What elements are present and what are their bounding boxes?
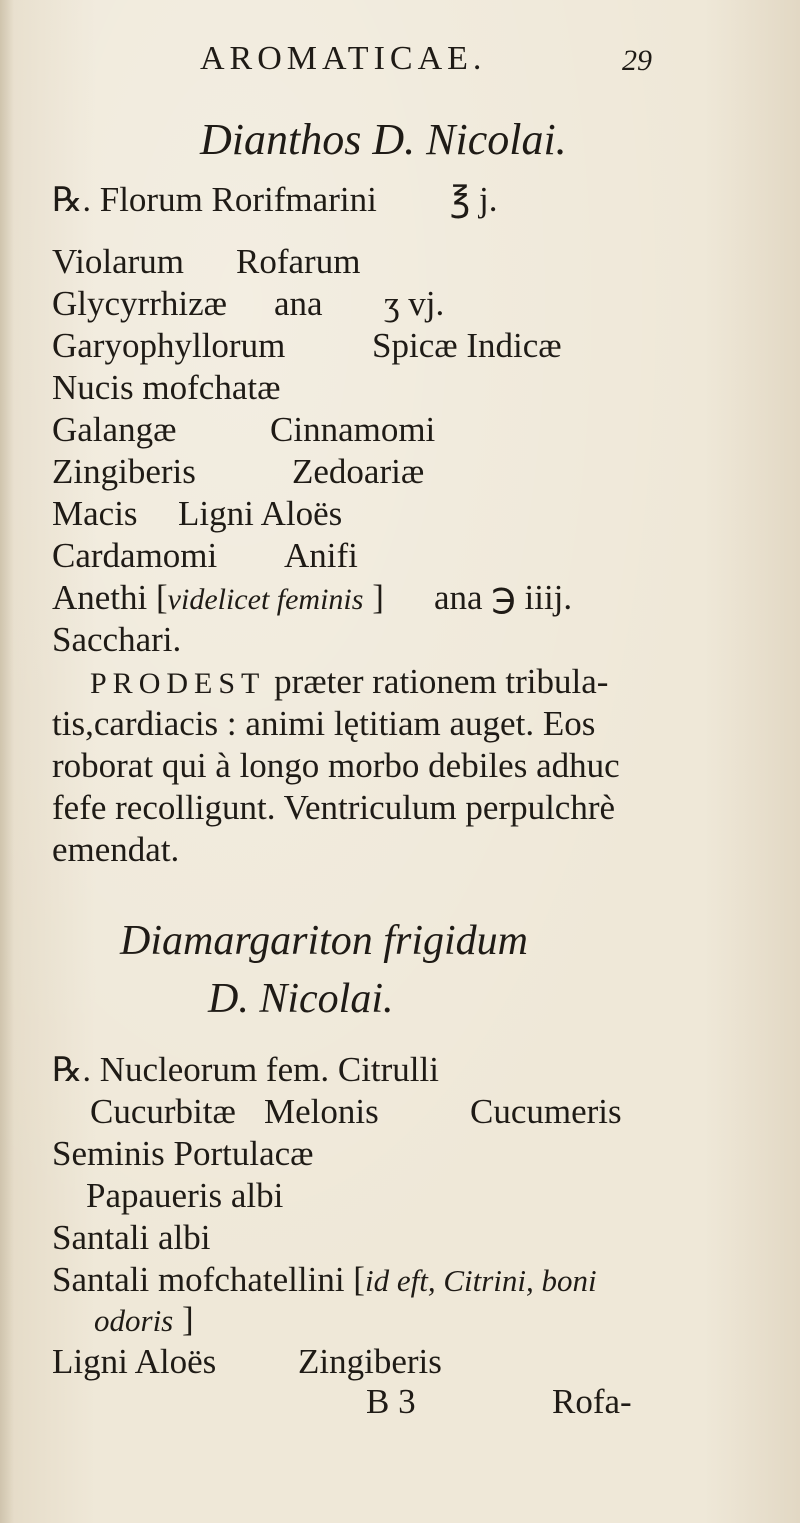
recipe-line xyxy=(52,182,377,218)
paragraph-line: emendat. xyxy=(52,830,180,869)
ingredient: Florum Rorifmarini xyxy=(99,180,377,219)
quantity: ana ℈ iiij. xyxy=(434,578,573,617)
prodest-word: PRODEST xyxy=(90,667,266,700)
ingredient: Nucleorum fem. Citrulli xyxy=(99,1050,439,1089)
section-title-author: D. Nicolai. xyxy=(208,976,394,1022)
bracket: ] xyxy=(372,578,384,617)
section-title-dianthos: Dianthos D. Nicolai. xyxy=(200,115,567,164)
ingredient: Papaueris albi xyxy=(86,1176,284,1215)
paragraph-line: roborat qui à longo morbo debiles adhuc xyxy=(52,746,620,785)
ingredient: Ligni Aloës xyxy=(178,494,343,533)
quantity: ʒ vj. xyxy=(384,284,445,323)
recipe-symbol: ℞. xyxy=(52,182,91,219)
ingredient: Cucumeris xyxy=(470,1092,622,1131)
ingredient: Nucis mofchatæ xyxy=(52,368,281,407)
ingredient: Anethi [ xyxy=(52,578,168,617)
page-number: 29 xyxy=(622,44,652,77)
ingredient: Santali mofchatellini [ xyxy=(52,1260,365,1299)
ingredient-note: videlicet feminis xyxy=(167,583,364,616)
recipe-line xyxy=(94,1302,194,1337)
ingredient: Garyophyllorum xyxy=(52,326,286,365)
recipe-line xyxy=(52,1262,597,1297)
paragraph-text: præter rationem tribula- xyxy=(274,662,609,701)
ingredient: Melonis xyxy=(264,1092,379,1131)
paragraph-line xyxy=(90,664,608,699)
bracket: ] xyxy=(182,1300,194,1339)
ingredient: Macis xyxy=(52,494,138,533)
ingredient: Cinnamomi xyxy=(270,410,436,449)
ingredient: Zingiberis xyxy=(298,1342,442,1381)
ingredient: Zedoariæ xyxy=(292,452,425,491)
ingredient: Zingiberis xyxy=(52,452,196,491)
ingredient: Cardamomi xyxy=(52,536,218,575)
ingredient: Ligni Aloës xyxy=(52,1342,217,1381)
ingredient: Cucurbitæ xyxy=(90,1092,236,1131)
signature-mark: B 3 xyxy=(366,1382,416,1421)
running-head: AROMATICAE. xyxy=(200,40,487,77)
paragraph-line: tis,cardiacis : animi lętitiam auget. Eos xyxy=(52,704,596,743)
paragraph-line: fefe recolligunt. Ventriculum perpulchrè xyxy=(52,788,616,827)
ingredient: Anifi xyxy=(284,536,358,575)
section-title-diamargariton: Diamargariton frigidum xyxy=(120,918,528,964)
ana-word: ana xyxy=(274,284,323,323)
catchword: Rofa- xyxy=(552,1382,632,1421)
ingredient: Galangæ xyxy=(52,410,177,449)
ingredient: Santali albi xyxy=(52,1218,211,1257)
quantity: ℥ j. xyxy=(450,180,498,219)
ingredient: Spicæ Indicæ xyxy=(372,326,562,365)
ingredient: Violarum xyxy=(52,242,185,281)
ingredient: Rofarum xyxy=(236,242,361,281)
ingredient-note: id eft, Citrini, boni xyxy=(364,1263,597,1298)
recipe-line xyxy=(52,580,384,615)
recipe-line xyxy=(52,1052,439,1088)
ingredient: Seminis Portulacæ xyxy=(52,1134,314,1173)
ingredient: Sacchari. xyxy=(52,620,182,659)
ingredient: Glycyrrhizæ xyxy=(52,284,227,323)
recipe-symbol: ℞. xyxy=(52,1052,91,1089)
ingredient-note: odoris xyxy=(94,1303,174,1338)
